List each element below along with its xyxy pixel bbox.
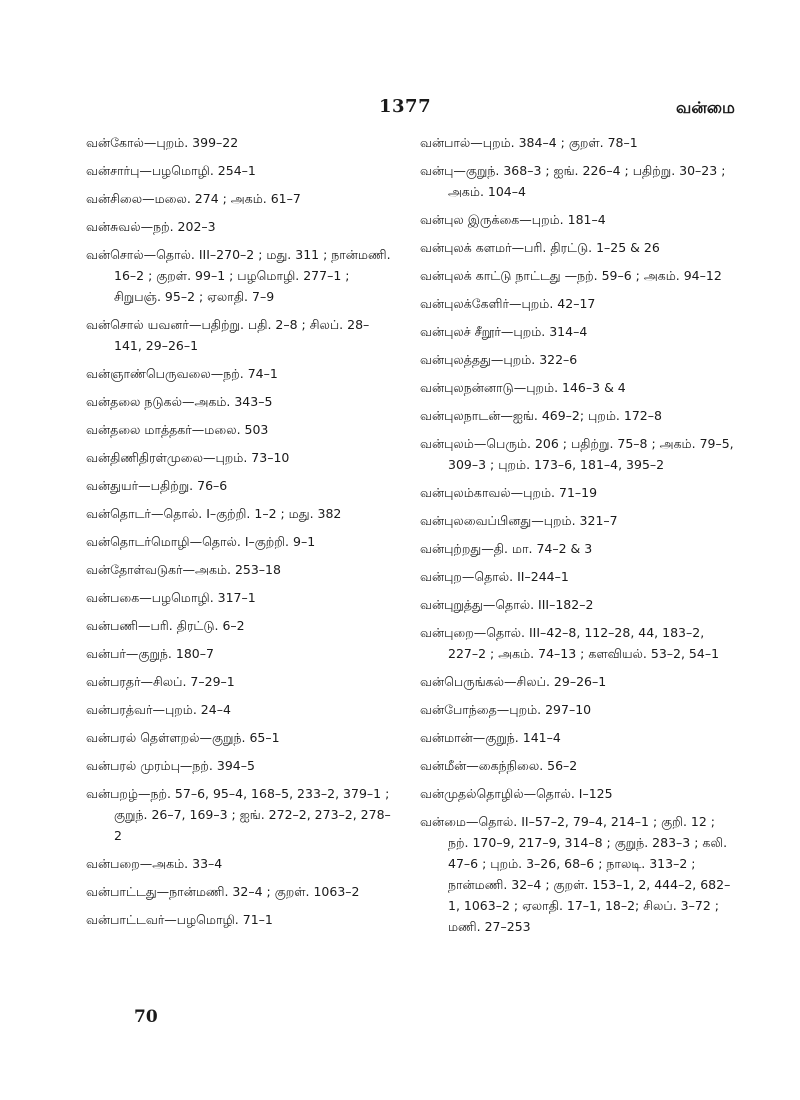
index-entry: வன்புலம்காவல்—புறம். 71–19 — [420, 485, 598, 500]
index-entry: வன்முதல்தொழில்—தொல். I–125 — [420, 786, 613, 801]
index-entry: வன்மீன்—கைந்நிலை. 56–2 — [420, 758, 578, 773]
index-entry: வன்புலநாடன்—ஐங். 469–2; புறம். 172–8 — [420, 408, 662, 423]
index-entry: வன்பகை—பழமொழி. 317–1 — [86, 590, 256, 605]
index-entry: வன்புறுத்து—தொல். III–182–2 — [420, 597, 594, 612]
index-entry: வன்சிலை—மலை. 274 ; அகம். 61–7 — [86, 191, 301, 206]
index-entry: வன்பரல் முரம்பு—நற். 394–5 — [86, 758, 255, 773]
index-entry: வன்கோல்—புறம். 399–22 — [86, 135, 239, 150]
running-head: வன்மை — [676, 98, 735, 117]
index-entry: வன்ஞாண்பெருவலை—நற். 74–1 — [86, 366, 278, 381]
index-entry: வன்தலை மாத்தகர்—மலை. 503 — [86, 422, 269, 437]
left-column — [86, 132, 394, 937]
index-entry: வன்பறழ்—நற். 57–6, 95–4, 168–5, 233–2, 379–1 ; குறுந். 26–7, 169–3 ; ஐங். 272–2, 273–2, 278–2 — [86, 786, 391, 843]
index-entry: வன்புற—தொல். II–244–1 — [420, 569, 569, 584]
index-entry: வன்புல இருக்கை—புறம். 181–4 — [420, 212, 606, 227]
index-entry: வன்பணி—பரி. திரட்டு. 6–2 — [86, 618, 245, 633]
index-entry: வன்புலச் சீறூர்—புறம். 314–4 — [420, 324, 588, 339]
index-entry: வன்மான்—குறுந். 141–4 — [420, 730, 561, 745]
index-entry: வன்பரல் தெள்ளறல்—குறுந். 65–1 — [86, 730, 280, 745]
index-entry: வன்புலக் களமர்—பரி. திரட்டு. 1–25 & 26 — [420, 240, 660, 255]
index-entry: வன்புலம்—பெரும். 206 ; பதிற்று. 75–8 ; அகம். 79–5, 309–3 ; புறம். 173–6, 181–4, 395–2 — [420, 436, 734, 472]
index-entry: வன்பால்—புறம். 384–4 ; குறள். 78–1 — [420, 135, 638, 150]
index-entry: வன்பாட்டவர்—பழமொழி. 71–1 — [86, 912, 273, 927]
index-entry: வன்பெருங்கல்—சிலப். 29–26–1 — [420, 674, 607, 689]
right-column — [420, 132, 736, 944]
index-entry: வன்புலநன்னாடு—புறம். 146–3 & 4 — [420, 380, 626, 395]
index-entry: வன்சொல்—தொல். III–270–2 ; மது. 311 ; நான்மணி. 16–2 ; குறள். 99–1 ; பழமொழி. 277–1 ; சிறுபஞ். 95–2 ; ஏலாதி. 7–9 — [86, 247, 391, 304]
index-entry: வன்புற்றது—தி. மா. 74–2 & 3 — [420, 541, 593, 556]
index-entry: வன்சுவல்—நற். 202–3 — [86, 219, 216, 234]
index-entry: வன்புலக்கேளிர்—புறம். 42–17 — [420, 296, 596, 311]
index-entry: வன்புலவைப்பினது—புறம். 321–7 — [420, 513, 618, 528]
index-entry: வன்பர்—குறுந். 180–7 — [86, 646, 214, 661]
index-entry: வன்பு—குறுந். 368–3 ; ஐங். 226–4 ; பதிற்று. 30–23 ; அகம். 104–4 — [420, 163, 726, 199]
index-entry: வன்பரதர்—சிலப். 7–29–1 — [86, 674, 235, 689]
index-entry: வன்போந்தை—புறம். 297–10 — [420, 702, 592, 717]
index-entry: வன்பரத்வர்—புறம். 24–4 — [86, 702, 231, 717]
index-entry: வன்மை—தொல். II–57–2, 79–4, 214–1 ; குறி. 12 ; நற். 170–9, 217–9, 314–8 ; குறுந். 283–3 ; கலி. 47–6 ; புறம். 3–26, 68–6 ; நாலடி. 313–2 ; நான்மணி. 32–4 ; குறள். 153–1, 2, 444–2, 682–1, 1063–2 ; ஏலாதி. 17–1, 18–2; சிலப். 3–72 ; மணி. 27–253 — [420, 814, 731, 934]
page-number-bottom: 70 — [134, 1007, 158, 1027]
index-entry: வன்புலத்தது—புறம். 322–6 — [420, 352, 578, 367]
index-entry: வன்பாட்டது—நான்மணி. 32–4 ; குறள். 1063–2 — [86, 884, 360, 899]
index-entry: வன்துயர்—பதிற்று. 76–6 — [86, 478, 228, 493]
index-entry: வன்தலை நடுகல்—அகம். 343–5 — [86, 394, 273, 409]
index-entry: வன்தோள்வடுகர்—அகம். 253–18 — [86, 562, 281, 577]
index-entry: வன்தொடர்—தொல். I–குற்றி. 1–2 ; மது. 382 — [86, 506, 342, 521]
index-entry: வன்புலக் காட்டு நாட்டது —நற். 59–6 ; அகம். 94–12 — [420, 268, 722, 283]
index-entry: வன்திணிதிரள்முலை—புறம். 73–10 — [86, 450, 290, 465]
index-entry: வன்சார்பு—பழமொழி. 254–1 — [86, 163, 256, 178]
index-entry: வன்புறை—தொல். III–42–8, 112–28, 44, 183–2, 227–2 ; அகம். 74–13 ; களவியல். 53–2, 54–1 — [420, 625, 720, 661]
index-entry: வன்தொடர்மொழி—தொல். I–குற்றி. 9–1 — [86, 534, 316, 549]
page-number-top: 1377 — [379, 96, 432, 117]
index-entry: வன்பறை—அகம். 33–4 — [86, 856, 223, 871]
index-entry: வன்சொல் யவனர்—பதிற்று. பதி. 2–8 ; சிலப். 28–141, 29–26–1 — [86, 317, 370, 353]
